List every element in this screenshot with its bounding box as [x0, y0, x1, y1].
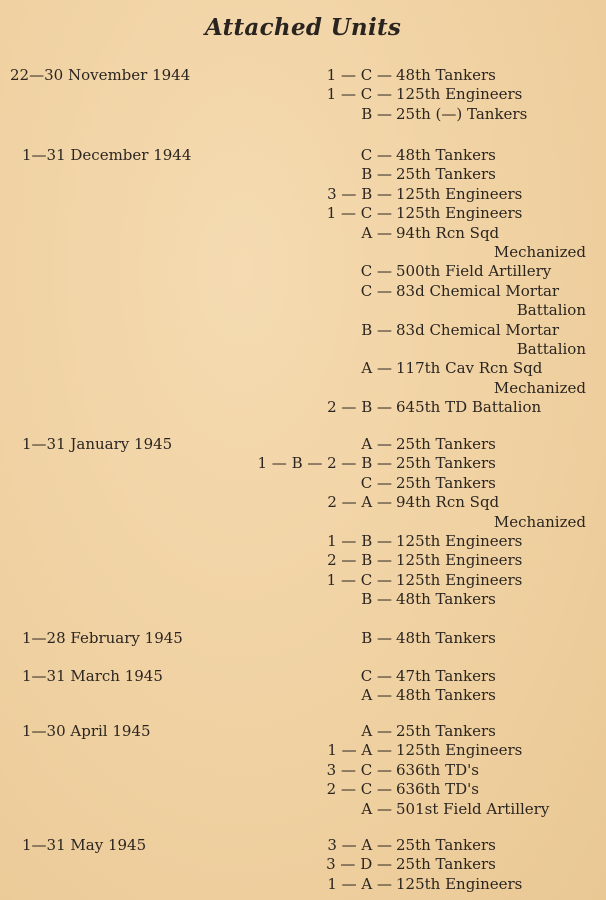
unit-name: 125th Engineers — [396, 184, 523, 203]
unit-prefix: 3 — B — — [327, 184, 392, 203]
unit-prefix: 2 — A — — [327, 493, 392, 512]
unit-name: 25th Tankers — [396, 836, 496, 854]
period-date: 1—31 May 1945 — [22, 836, 147, 854]
unit-name-continuation: Mechanized — [493, 378, 586, 397]
unit-prefix: 1 — C — — [326, 66, 392, 84]
period-date: 22—30 November 1944 — [10, 66, 191, 84]
unit-name: 125th Engineers — [396, 874, 523, 893]
page-title: Attached Units — [204, 14, 402, 41]
period-date: 1—31 March 1945 — [22, 667, 163, 685]
unit-prefix: 2 — C — — [326, 780, 392, 799]
unit-name: 636th TD's — [396, 760, 479, 779]
unit-prefix: B — — [361, 104, 392, 123]
unit-prefix: B — — [361, 590, 392, 609]
unit-name: 125th Engineers — [396, 532, 523, 550]
unit-name: 501st Field Artillery — [396, 799, 550, 818]
unit-name-continuation: Mechanized — [493, 512, 586, 531]
unit-name-continuation: Battalion — [516, 340, 586, 358]
unit-name: 500th Field Artillery — [396, 262, 552, 281]
unit-name: 125th Engineers — [396, 85, 523, 104]
unit-prefix: C — — [360, 667, 392, 685]
unit-name: 636th TD's — [396, 780, 479, 799]
unit-prefix: 1 — C — — [326, 570, 392, 589]
period-date: 1—31 January 1945 — [22, 435, 173, 453]
unit-name: 94th Rcn Sqd — [396, 493, 500, 512]
unit-name: 25th Tankers — [396, 473, 496, 492]
unit-prefix: 1 — C — — [326, 204, 392, 223]
unit-prefix: 3 — A — — [327, 836, 392, 854]
unit-prefix: 1 — C — — [326, 85, 392, 104]
period-date: 1—30 April 1945 — [22, 722, 151, 740]
unit-name: 25th Tankers — [396, 454, 496, 473]
unit-prefix: 1 — B — — [327, 532, 392, 550]
unit-name: 125th Engineers — [396, 570, 523, 589]
unit-name: 48th Tankers — [396, 629, 496, 647]
unit-name: 645th TD Battalion — [396, 398, 542, 417]
unit-name: 25th Tankers — [396, 855, 496, 874]
unit-prefix: 2 — B — — [327, 398, 392, 417]
unit-name-continuation: Battalion — [516, 301, 586, 320]
unit-prefix: C — — [360, 262, 392, 281]
unit-name: 25th (—) Tankers — [396, 104, 528, 123]
unit-prefix: A — — [361, 435, 392, 453]
unit-name: 48th Tankers — [396, 686, 496, 705]
unit-prefix: 3 — C — — [326, 760, 392, 779]
unit-prefix: 1 — A — — [327, 874, 392, 893]
unit-name: 48th Tankers — [396, 146, 496, 164]
unit-name: 94th Rcn Sqd — [396, 223, 500, 242]
unit-name-continuation: Mechanized — [493, 243, 586, 261]
unit-prefix: A — — [361, 686, 392, 705]
unit-name: 25th Tankers — [396, 722, 496, 740]
unit-prefix: A — — [361, 359, 392, 378]
unit-name: 48th Tankers — [396, 590, 496, 609]
unit-name: 48th Tankers — [396, 66, 496, 84]
unit-name: 83d Chemical Mortar — [396, 281, 560, 300]
unit-prefix: A — — [361, 722, 392, 740]
unit-prefix: A — — [361, 799, 392, 818]
unit-prefix: C — — [360, 281, 392, 300]
unit-prefix: B — — [361, 629, 392, 647]
unit-name: 47th Tankers — [396, 667, 496, 685]
unit-name: 25th Tankers — [396, 435, 496, 453]
unit-name: 125th Engineers — [396, 204, 523, 223]
unit-prefix: 3 — D — — [326, 855, 392, 874]
unit-prefix: 1 — B — 2 — B — — [257, 454, 392, 473]
period-date: 1—31 December 1944 — [22, 146, 192, 164]
unit-prefix: 1 — A — — [327, 741, 392, 760]
unit-prefix: 2 — B — — [327, 551, 392, 570]
unit-name: 125th Engineers — [396, 551, 523, 570]
unit-name: 117th Cav Rcn Sqd — [396, 359, 543, 378]
unit-name: 25th Tankers — [396, 165, 496, 184]
unit-prefix: C — — [360, 146, 392, 164]
unit-prefix: B — — [361, 320, 392, 339]
unit-name: 83d Chemical Mortar — [396, 320, 560, 339]
unit-name: 125th Engineers — [396, 741, 523, 760]
period-date: 1—28 February 1945 — [22, 629, 183, 647]
unit-prefix: B — — [361, 165, 392, 184]
unit-prefix: A — — [361, 223, 392, 242]
unit-prefix: C — — [360, 473, 392, 492]
